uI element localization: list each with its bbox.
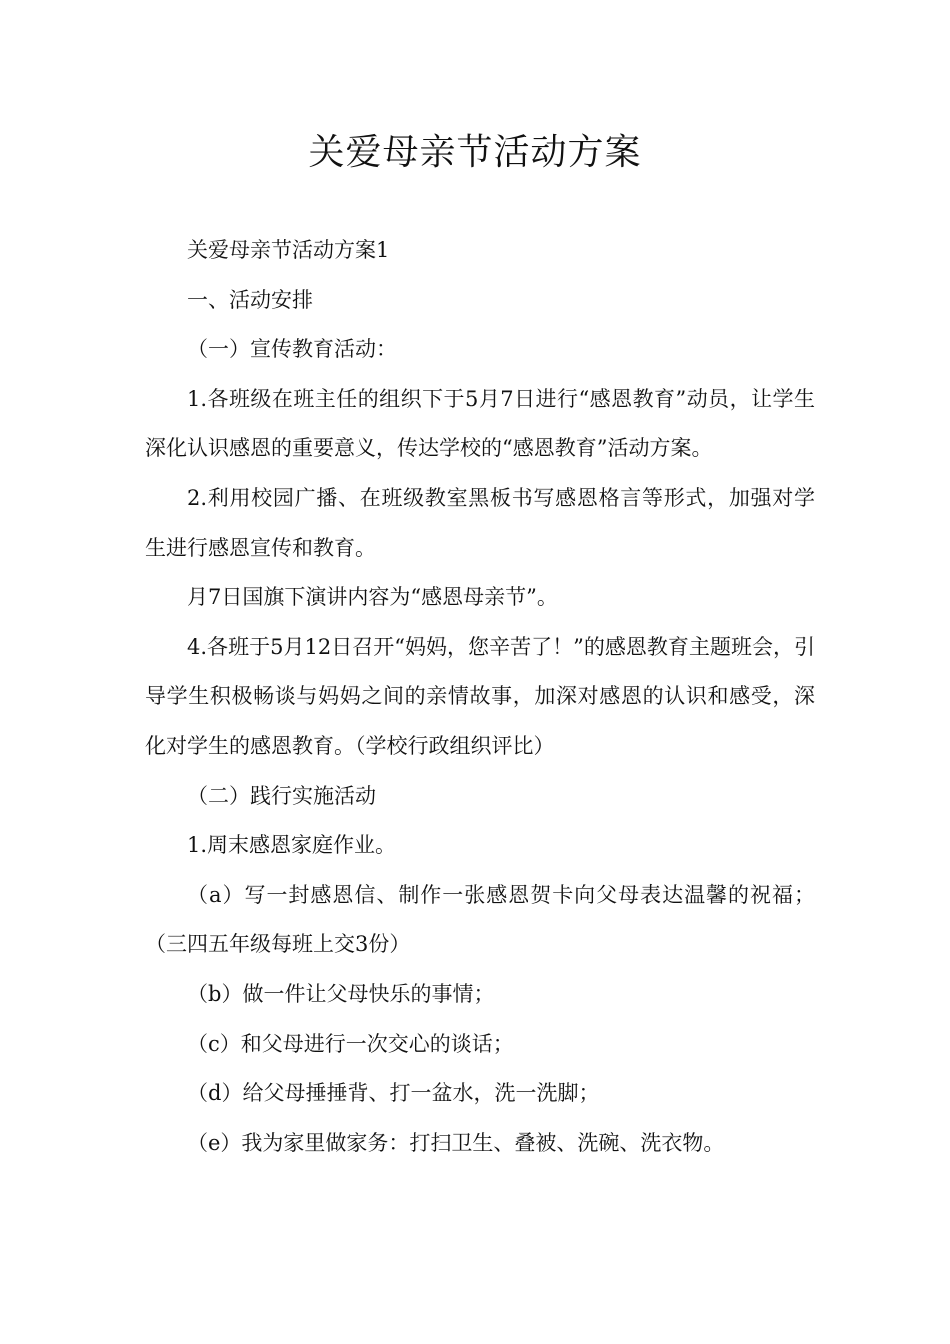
list-item: （d）给父母捶捶背、打一盆水，洗一洗脚； xyxy=(187,1081,600,1106)
paragraph: 1.周末感恩家庭作业。 xyxy=(187,833,397,858)
paragraph: 1.各班级在班主任的组织下于5月7日进行“感恩教育”动员，让学生深化认识感恩的重要意义，传达学校的“感恩教育”活动方案。 xyxy=(145,386,815,461)
section-heading: 一、活动安排 xyxy=(187,287,313,312)
list-item: （e）我为家里做家务：打扫卫生、叠被、洗碗、洗衣物。 xyxy=(187,1130,725,1155)
document-title: 关爱母亲节活动方案 xyxy=(308,132,642,173)
paragraph: 2.利用校园广播、在班级教室黑板书写感恩格言等形式，加强对学生进行感恩宣传和教育。 xyxy=(145,485,815,560)
subsection-heading: （二）践行实施活动 xyxy=(187,783,376,808)
section-heading: 关爱母亲节活动方案1 xyxy=(187,238,390,262)
paragraph: 月7日国旗下演讲内容为“感恩母亲节”。 xyxy=(187,585,558,610)
list-item: （a）写一封感恩信、制作一张感恩贺卡向父母表达温馨的祝福；（三四五年级每班上交3份） xyxy=(145,882,815,957)
list-item: （b）做一件让父母快乐的事情； xyxy=(187,981,495,1006)
list-item: （c）和父母进行一次交心的谈话； xyxy=(187,1031,514,1056)
paragraph: 4.各班于5月12日召开“妈妈，您辛苦了！”的感恩教育主题班会，引导学生积极畅谈与妈妈之间的亲情故事，加深对感恩的认识和感受，深化对学生的感恩教育。（学校行政组织评比） xyxy=(145,634,815,758)
subsection-heading: （一）宣传教育活动： xyxy=(187,337,397,362)
document-body xyxy=(145,226,815,1168)
